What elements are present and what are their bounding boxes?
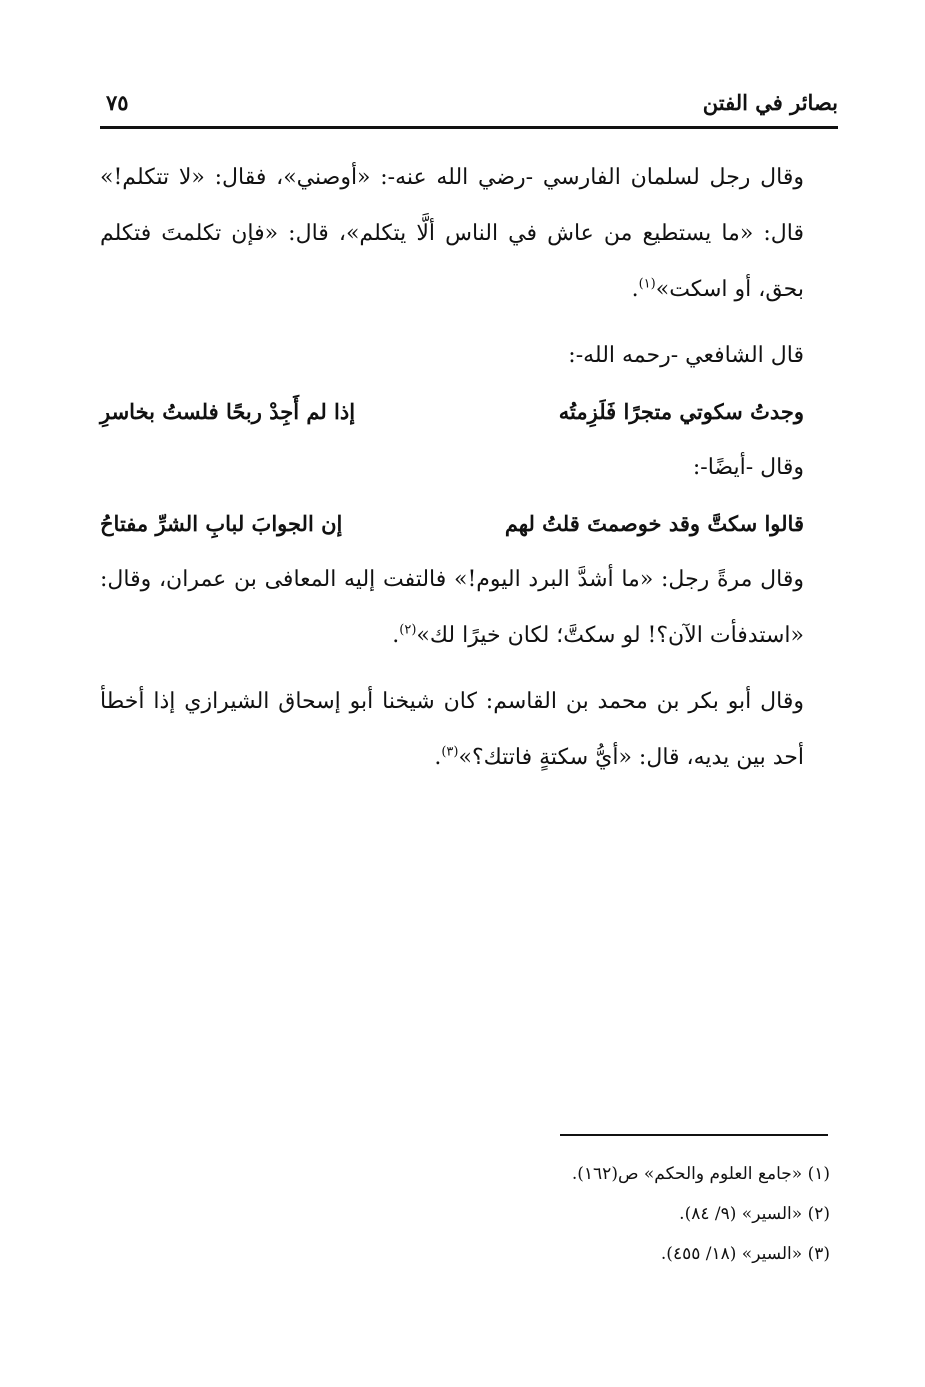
verse-2-first-hemistich: قالوا سكتَّ وقد خوصمتَ قلتُ لهم [504, 511, 804, 536]
footnotes [440, 1154, 830, 1274]
verse-1 [100, 384, 838, 440]
verse-2-second-hemistich: إن الجوابَ لبابِ الشرِّ مفتاحُ [100, 511, 343, 536]
paragraph-muafa-text: وقال مرةً رجل: «ما أشدَّ البرد اليوم!» فالتفت إليه المعافى بن عمران، وقال: «استدفأت الآن؟! لو سكتَّ؛ لكان خيرًا لك» [100, 567, 804, 648]
paragraph-shafii-intro: قال الشافعي -رحمه الله-: [568, 343, 804, 368]
footnote-3: (٣) «السير» (١٨/ ٤٥٥). [660, 1244, 830, 1264]
footnote-ref-1: (١) [638, 276, 656, 292]
footnote-2: (٢) «السير» (٩/ ٨٤). [679, 1204, 830, 1224]
verse-1-first-hemistich: وجدتُ سكوتي متجرًا فَلَزِمتُه [558, 399, 804, 424]
paragraph-muafa-end: . [392, 623, 400, 648]
paragraph-shirazi-text: وقال أبو بكر بن محمد بن القاسم: كان شيخنا أبو إسحاق الشيرازي إذا أخطأ أحد بين يديه، قال: «أيُّ سكتةٍ فاتتك؟» [100, 689, 804, 770]
footnote-ref-2: (٢) [399, 622, 417, 638]
footnote-1: (١) «جامع العلوم والحكم» ص(١٦٢). [571, 1164, 830, 1184]
footnote-ref-3: (٣) [441, 744, 459, 760]
paragraph-salman-end: . [631, 277, 639, 302]
verse-1-second-hemistich: إذا لم أَجِدْ ربحًا فلستُ بخاسرِ [100, 399, 356, 424]
main-text [100, 150, 838, 786]
paragraph-also: وقال -أيضًا-: [692, 455, 804, 480]
footnote-rule [560, 1134, 828, 1136]
verse-2 [100, 496, 838, 552]
running-title: بصائر في الفتن [702, 90, 838, 115]
paragraph-salman [100, 150, 838, 318]
paragraph-salman-text: وقال رجل لسلمان الفارسي -رضي الله عنه-: «أوصني»، فقال: «لا تتكلم!» قال: «ما يستطيع من عاش في الناس ألَّا يتكلم»، قال: «فإن تكلمتَ فتكلم بحق، أو اسكت» [100, 165, 804, 302]
paragraph-muafa [100, 552, 838, 664]
page-number: ٧٥ [106, 90, 129, 115]
header-rule [100, 126, 838, 129]
running-header [100, 88, 838, 124]
paragraph-shirazi-end: . [434, 745, 442, 770]
paragraph-shirazi [100, 674, 838, 786]
